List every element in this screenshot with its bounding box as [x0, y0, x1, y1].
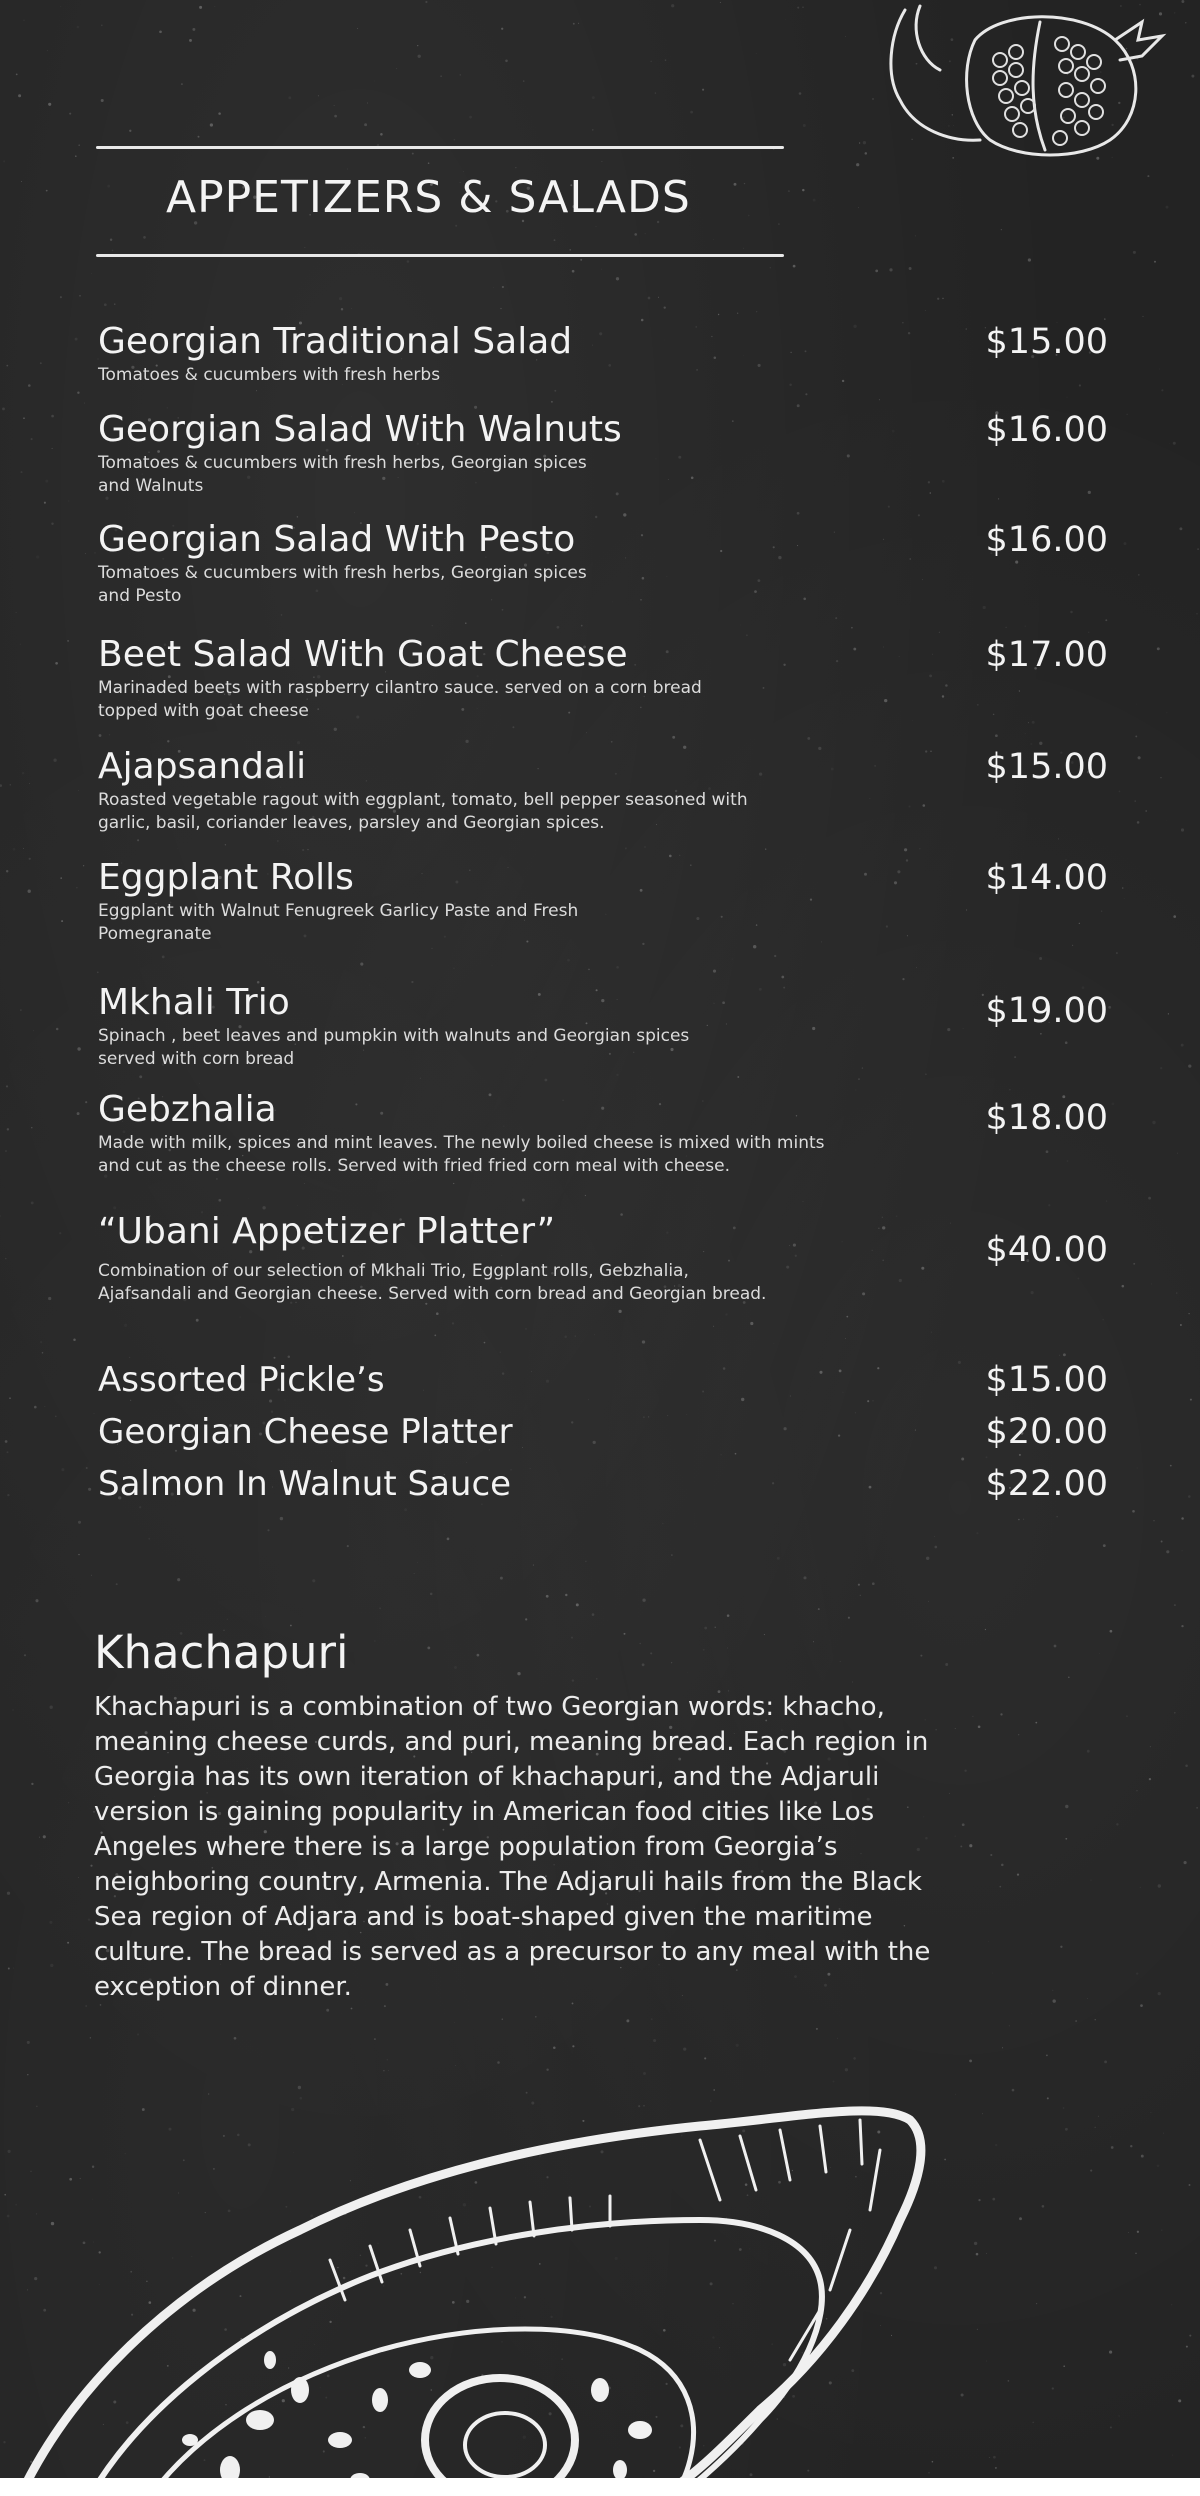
- menu-item: [98, 322, 1108, 387]
- menu-item: [98, 520, 1108, 608]
- item-name: Georgian Traditional Salad: [98, 321, 573, 362]
- item-price: $18.00: [985, 1098, 1108, 1138]
- item-price: $15.00: [985, 1360, 1108, 1400]
- item-name: Georgian Salad With Walnuts: [98, 409, 622, 450]
- item-name: Ajapsandali: [98, 746, 307, 787]
- item-name: Beet Salad With Goat Cheese: [98, 634, 628, 675]
- item-description: Tomatoes & cucumbers with fresh herbs: [98, 365, 441, 385]
- item-name: Eggplant Rolls: [98, 857, 354, 898]
- item-name: Gebzhalia: [98, 1089, 277, 1130]
- item-name: “Ubani Appetizer Platter”: [98, 1211, 556, 1252]
- header-rule-top: [96, 146, 784, 149]
- menu-item: [98, 747, 1108, 835]
- khachapuri-description: Khachapuri is a combination of two Georgian words: khacho, meaning cheese curds, and puri, meaning bread. Each region in Georgia has its own iteration of khachapuri, and the Adjaruli version is gaining popularity in American food cities like Los Angeles where there is a large population from Georgia’s neighboring country, Armenia. The Adjaruli hails from the Black Sea region of Adjara and is boat-shaped given the maritime culture. The bread is served as a precursor to any meal with the exception of dinner.: [94, 1692, 931, 2002]
- item-price: $16.00: [985, 410, 1108, 450]
- bottom-border: [0, 2478, 1200, 2496]
- pomegranate-icon: [880, 0, 1180, 160]
- item-description: Combination of our selection of Mkhali Trio, Eggplant rolls, Gebzhalia, Ajafsandali and Georgian cheese. Served with corn bread and Georgian bread.: [98, 1261, 767, 1304]
- menu-item: [98, 1090, 1108, 1178]
- header-rule-bottom: [96, 254, 784, 257]
- menu-item: [98, 1464, 1108, 1504]
- item-description: Tomatoes & cucumbers with fresh herbs, Georgian spices and Walnuts: [98, 453, 587, 496]
- item-price: $20.00: [985, 1412, 1108, 1452]
- item-description: Tomatoes & cucumbers with fresh herbs, Georgian spices and Pesto: [98, 563, 587, 606]
- item-price: $15.00: [985, 747, 1108, 787]
- khachapuri-icon: [0, 2060, 940, 2496]
- item-description: Eggplant with Walnut Fenugreek Garlicy Paste and Fresh Pomegranate: [98, 901, 579, 944]
- item-price: $19.00: [985, 991, 1108, 1031]
- item-price: $40.00: [985, 1230, 1108, 1270]
- menu-item: [98, 410, 1108, 498]
- item-description: Spinach , beet leaves and pumpkin with walnuts and Georgian spices served with corn bread: [98, 1026, 690, 1069]
- item-price: $17.00: [985, 635, 1108, 675]
- item-description: Marinaded beets with raspberry cilantro sauce. served on a corn bread topped with goat cheese: [98, 678, 702, 721]
- item-name: Salmon In Walnut Sauce: [98, 1464, 512, 1504]
- item-description: Roasted vegetable ragout with eggplant, tomato, bell pepper seasoned with garlic, basil, coriander leaves, parsley and Georgian spices.: [98, 790, 748, 833]
- item-name: Georgian Cheese Platter: [98, 1412, 513, 1452]
- item-price: $22.00: [985, 1464, 1108, 1504]
- section-title: APPETIZERS & SALADS: [166, 172, 691, 223]
- menu-item: [98, 635, 1108, 723]
- menu-item: [98, 858, 1108, 946]
- item-price: $15.00: [985, 322, 1108, 362]
- menu-item: [98, 1412, 1108, 1452]
- menu-item: [98, 983, 1108, 1071]
- item-price: $16.00: [985, 520, 1108, 560]
- item-name: Mkhali Trio: [98, 982, 290, 1023]
- item-name: Georgian Salad With Pesto: [98, 519, 576, 560]
- menu-item: [98, 1360, 1108, 1400]
- item-name: Assorted Pickle’s: [98, 1360, 385, 1400]
- menu-item: [98, 1212, 1108, 1306]
- item-description: Made with milk, spices and mint leaves. The newly boiled cheese is mixed with mints and cut as the cheese rolls. Served with fried fried corn meal with cheese.: [98, 1133, 825, 1176]
- item-price: $14.00: [985, 858, 1108, 898]
- khachapuri-title: Khachapuri: [94, 1626, 349, 1679]
